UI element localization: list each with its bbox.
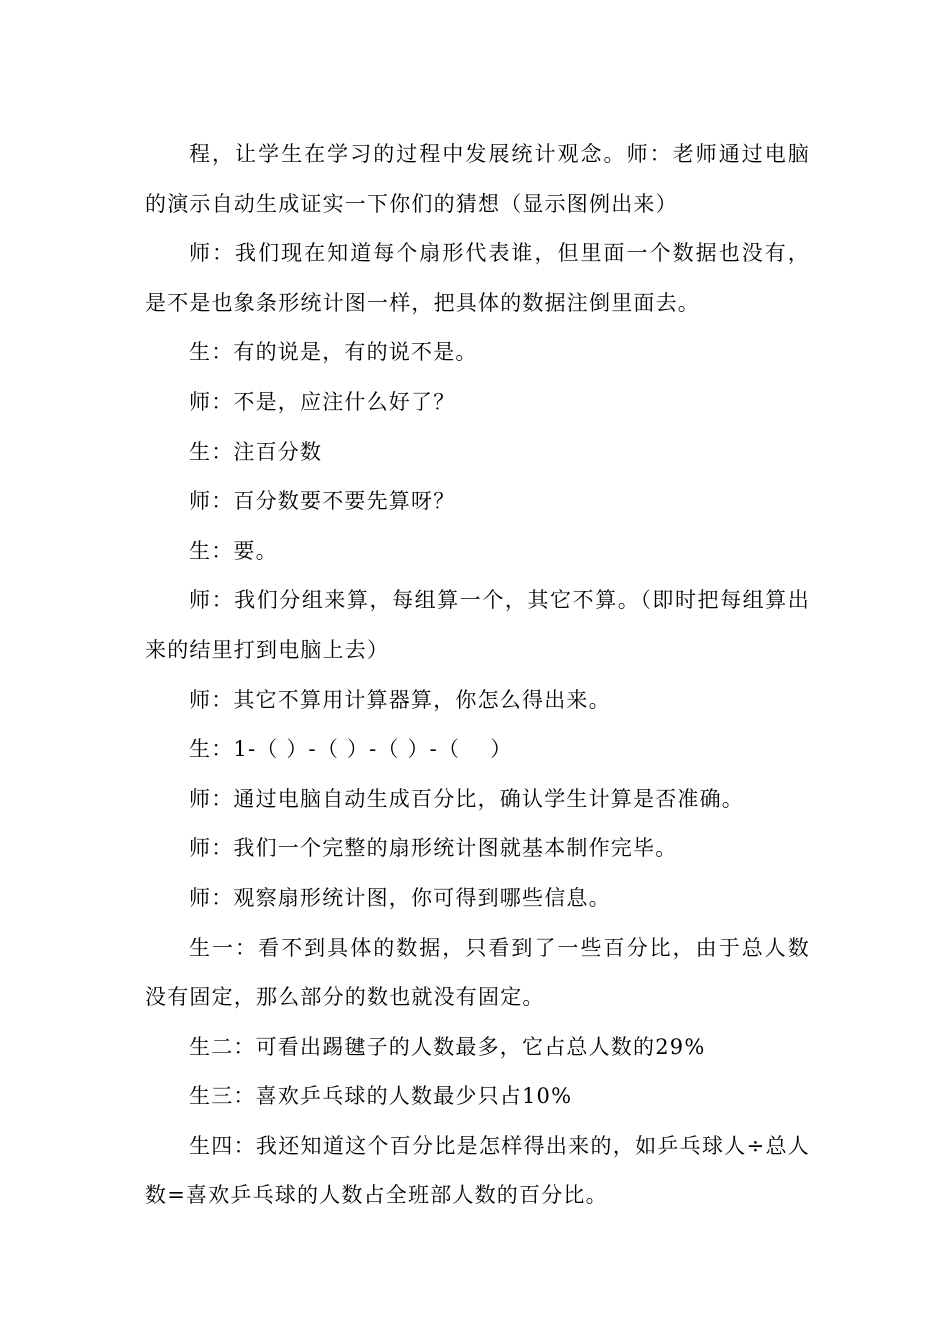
paragraph-teacher-confirm: 师：通过电脑自动生成百分比，确认学生计算是否准确。 — [189, 786, 744, 811]
paragraph-student-one: 生一：看不到具体的数据，只看到了一些百分比，由于总人数没有固定，那么部分的数也就没有固定。 — [145, 935, 810, 1010]
paragraph-teacher-no-data: 师：我们现在知道每个扇形代表谁，但里面一个数据也没有，是不是也象条形统计图一样，把具体的数据注倒里面去。 — [145, 241, 810, 315]
paragraph-teacher-calculator: 师：其它不算用计算器算，你怎么得出来。 — [189, 687, 611, 712]
paragraph-student-four: 生四：我还知道这个百分比是怎样得出来的，如乒乓球人÷总人数=喜欢乒乓球的人数占全班部人数的百分比。 — [145, 1133, 810, 1208]
document-body — [145, 130, 810, 1221]
paragraph-student-formula: 生：1-（ ）-（ ）-（ ）-（ ） — [189, 737, 513, 762]
paragraph-teacher-complete: 师：我们一个完整的扇形统计图就基本制作完毕。 — [189, 836, 678, 861]
paragraph-student-yes: 生：要。 — [189, 538, 278, 563]
paragraph-teacher-calc-first: 师：百分数要不要先算呀？ — [189, 489, 456, 514]
paragraph-student-percent: 生：注百分数 — [189, 439, 323, 464]
paragraph-student-answers: 生：有的说是，有的说不是。 — [189, 340, 478, 365]
paragraph-continuation: 程，让学生在学习的过程中发展统计观念。师：老师通过电脑的演示自动生成证实一下你们的猜想（显示图例出来） — [145, 142, 810, 216]
paragraph-teacher-groups: 师：我们分组来算，每组算一个，其它不算。（即时把每组算出来的结里打到电脑上去） — [145, 588, 810, 662]
paragraph-student-three: 生三：喜欢乒乓球的人数最少只占10% — [189, 1084, 573, 1109]
paragraph-student-two: 生二：可看出踢毽子的人数最多，它占总人数的29% — [189, 1034, 706, 1059]
paragraph-teacher-observe: 师：观察扇形统计图，你可得到哪些信息。 — [189, 885, 611, 910]
paragraph-teacher-question: 师：不是，应注什么好了？ — [189, 389, 456, 414]
